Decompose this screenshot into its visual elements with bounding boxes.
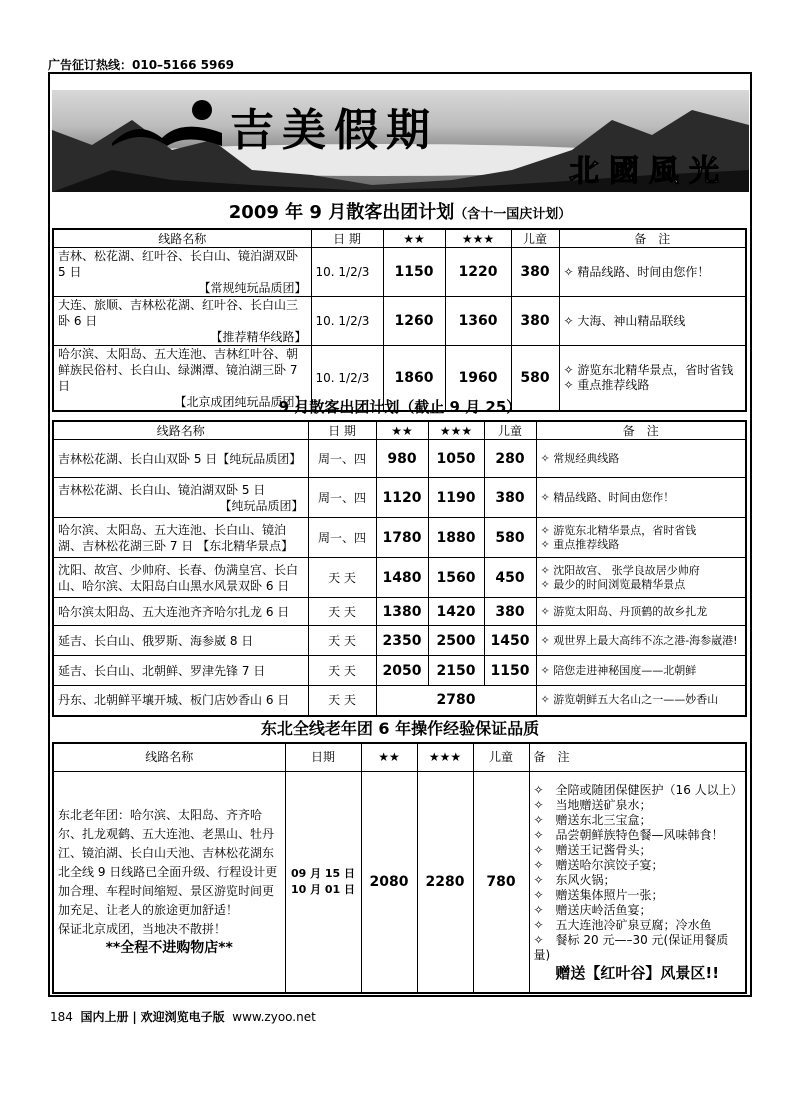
- route-text: 哈尔滨、太阳岛、五大连池、吉林红叶谷、朝鲜族民俗村、长白山、绿渊潭、镜泊湖三卧 7 日: [58, 347, 299, 393]
- footer-divider: |: [132, 1010, 137, 1024]
- date-cell: 天 天: [308, 598, 376, 626]
- price-child: 380: [484, 598, 536, 626]
- price-two-star: 980: [376, 440, 428, 478]
- route-cell: [53, 478, 308, 518]
- price-child: 450: [484, 558, 536, 598]
- price-three-star: 2150: [428, 656, 484, 686]
- col-two-star: ★★: [376, 421, 428, 440]
- section3-table: [52, 742, 747, 994]
- website-link[interactable]: www.zyoo.net: [232, 1010, 316, 1024]
- note-item: ✧ 观世界上最大高纬不冻之港-海参崴港!: [540, 633, 738, 647]
- ad-hotline: 广告征订热线：010–5166 5969: [48, 58, 235, 72]
- departure-date: 10 月 01 日: [290, 882, 356, 896]
- route-tag: 【纯玩品质团】: [217, 451, 302, 466]
- note-item: ✧ 东风火锅；: [533, 872, 616, 887]
- route-tag: 【纯玩品质团】: [219, 498, 304, 513]
- gift-banner: 赠送【红叶谷】风景区!!: [555, 963, 720, 982]
- notes-cell: [536, 656, 746, 686]
- brand-name: 吉美假期: [230, 105, 438, 156]
- note-item: ✧ 赠送庆岭活鱼宴；: [533, 902, 652, 917]
- price-three-star: 1360: [445, 297, 511, 346]
- price-child: 380: [511, 297, 559, 346]
- price-three-star: 1560: [428, 558, 484, 598]
- date-cell: [285, 771, 361, 993]
- price-child: 580: [484, 518, 536, 558]
- col-route: 线路名称: [53, 421, 308, 440]
- route-cell: [53, 771, 285, 993]
- date-cell: 10. 1/2/3: [311, 297, 383, 346]
- col-child: 儿童: [511, 229, 559, 248]
- col-notes: 备 注: [559, 229, 746, 248]
- price-child: 380: [511, 248, 559, 297]
- route-cell: 哈尔滨太阳岛、五大连池齐齐哈尔扎龙 6 日: [53, 598, 308, 626]
- table-row: [53, 656, 746, 686]
- price-three-star: 1420: [428, 598, 484, 626]
- table-row: [53, 686, 746, 716]
- date-cell: 天 天: [308, 656, 376, 686]
- table-header: [53, 229, 746, 248]
- route-cell: [53, 518, 308, 558]
- price-child: 580: [511, 346, 559, 412]
- col-route: 线路名称: [53, 743, 285, 771]
- volume-label: 国内上册: [80, 1010, 129, 1024]
- note-item: ✧ 陪您走进神秘国度——北朝鲜: [540, 663, 697, 677]
- note-item: ✧ 游览朝鲜五大名山之一——妙香山: [540, 693, 719, 707]
- price-two-star: 2050: [376, 656, 428, 686]
- table-row: [53, 558, 746, 598]
- notes-cell: [559, 248, 746, 297]
- section1-title: [50, 198, 750, 224]
- price-two-star: 1860: [383, 346, 445, 412]
- route-tag: 【北京成团纯玩品质团】: [174, 395, 307, 409]
- table-header: [53, 421, 746, 440]
- note-item: ✧ 重点推荐线路: [563, 378, 650, 392]
- note-item: ✧ 全陪或随团保健医护（16 人以上）: [533, 782, 743, 797]
- note-item: ✧ 赠送王记酱骨头；: [533, 842, 652, 857]
- table-row: [53, 297, 746, 346]
- route-cell: [53, 297, 311, 346]
- price-two-star: 1150: [383, 248, 445, 297]
- note-item: ✧ 游览太阳岛、丹顶鹤的故乡扎龙: [540, 604, 708, 618]
- note-item: ✧ 沈阳故宫、 张学良故居少帅府: [540, 563, 700, 577]
- col-child: 儿童: [484, 421, 536, 440]
- notes-cell: [536, 518, 746, 558]
- notes-cell: [536, 686, 746, 716]
- route-text: 吉林、松花湖、红叶谷、长白山、镜泊湖双卧 5 日: [58, 249, 299, 279]
- note-item: ✧ 游览东北精华景点，省时省钱: [563, 363, 734, 377]
- price-merged: 2780: [376, 686, 536, 716]
- price-child: 1450: [484, 626, 536, 656]
- col-date: 日期: [285, 743, 361, 771]
- price-child: 280: [484, 440, 536, 478]
- table-row: [53, 478, 746, 518]
- note-item: ✧ 精品线路、时间由您作！: [540, 490, 675, 504]
- price-child: 1150: [484, 656, 536, 686]
- note-item: ✧ 餐标 20 元—–30 元(保证用餐质量): [533, 932, 729, 962]
- col-three-star: ★★★: [445, 229, 511, 248]
- price-three-star: 1960: [445, 346, 511, 412]
- section1-title-main: 2009 年 9 月散客出团计划: [228, 202, 455, 223]
- col-notes: 备 注: [529, 743, 746, 771]
- price-two-star: 2080: [361, 771, 417, 993]
- col-notes: 备 注: [536, 421, 746, 440]
- section2-table: [52, 420, 747, 717]
- date-cell: 周一、四: [308, 518, 376, 558]
- notes-cell: [536, 626, 746, 656]
- price-two-star: 1380: [376, 598, 428, 626]
- note-item: ✧ 五大连池冷矿泉豆腐；冷水鱼: [533, 917, 712, 932]
- table-row: [53, 518, 746, 558]
- route-tag: 【东北精华景点】: [197, 538, 294, 553]
- page-number: 184: [50, 1010, 73, 1024]
- route-text: 吉林松花湖、长白山双卧 5 日: [58, 451, 218, 466]
- price-three-star: 2500: [428, 626, 484, 656]
- notes-cell: [536, 558, 746, 598]
- route-guarantee: 保证北京成团，当地决不散拼！: [58, 921, 227, 936]
- col-two-star: ★★: [361, 743, 417, 771]
- note-item: ✧ 最少的时间浏览最精华景点: [540, 577, 686, 591]
- brand-slogan: 北國風光: [569, 154, 729, 189]
- price-three-star: 1050: [428, 440, 484, 478]
- date-cell: 10. 1/2/3: [311, 346, 383, 412]
- note-item: ✧ 当地赠送矿泉水；: [533, 797, 652, 812]
- col-three-star: ★★★: [428, 421, 484, 440]
- price-child: 780: [473, 771, 529, 993]
- price-two-star: 1120: [376, 478, 428, 518]
- col-date: 日 期: [308, 421, 376, 440]
- welcome-text: 欢迎浏览电子版: [140, 1010, 225, 1024]
- date-cell: 10. 1/2/3: [311, 248, 383, 297]
- section1-table: [52, 228, 747, 412]
- note-item: ✧ 游览东北精华景点，省时省钱: [540, 523, 697, 537]
- route-tag: 【推荐精华线路】: [210, 330, 307, 344]
- route-tag: 【常规纯玩品质团】: [198, 281, 307, 295]
- price-two-star: 2350: [376, 626, 428, 656]
- price-two-star: 1480: [376, 558, 428, 598]
- route-cell: 沈阳、故宫、少帅府、长春、伪满皇宫、长白山、哈尔滨、太阳岛白山黑水风景双卧 6 日: [53, 558, 308, 598]
- route-text: 东北老年团：哈尔滨、太阳岛、齐齐哈尔、扎龙观鹤、五大连池、老黑山、牡丹江、镜泊湖、长白山天池、吉林松花湖东北全线 9 日线路已全面升级、行程设计更加合理、车程时间缩短、景区游览时间更加充足、让老人的旅途更加舒适！: [58, 807, 278, 917]
- notes-cell: [536, 440, 746, 478]
- route-cell: [53, 248, 311, 297]
- note-item: ✧ 常规经典线路: [540, 451, 620, 465]
- date-cell: 天 天: [308, 626, 376, 656]
- table-row: [53, 248, 746, 297]
- table-row: [53, 440, 746, 478]
- date-cell: 周一、四: [308, 440, 376, 478]
- section2-title: 9 月散客出团计划（截止 9 月 25）: [278, 398, 522, 416]
- route-text: 吉林松花湖、长白山、镜泊湖双卧 5 日: [58, 482, 266, 497]
- notes-cell: [536, 478, 746, 518]
- note-item: ✧ 赠送集体照片一张；: [533, 887, 664, 902]
- table-row: [53, 598, 746, 626]
- price-two-star: 1260: [383, 297, 445, 346]
- table-header: [53, 743, 746, 771]
- price-three-star: 1190: [428, 478, 484, 518]
- note-item: ✧ 重点推荐线路: [540, 537, 620, 551]
- col-route: 线路名称: [53, 229, 311, 248]
- note-item: ✧ 精品线路、时间由您作！: [563, 264, 710, 279]
- section3-title: 东北全线老年团 6 年操作经验保证品质: [260, 719, 540, 738]
- footer: [50, 1008, 316, 1025]
- price-three-star: 1220: [445, 248, 511, 297]
- banner: [52, 90, 749, 192]
- departure-date: 09 月 15 日: [290, 866, 356, 880]
- notes-cell: [559, 297, 746, 346]
- route-text: 哈尔滨、太阳岛、五大连池、长白山、镜泊湖、吉林松花湖三卧 7 日: [58, 522, 287, 553]
- route-cell: 丹东、北朝鲜平壤开城、板门店妙香山 6 日: [53, 686, 308, 716]
- price-two-star: 1780: [376, 518, 428, 558]
- route-text: 大连、旅顺、吉林松花湖、红叶谷、长白山三卧 6 日: [58, 298, 299, 328]
- table-row: [53, 771, 746, 993]
- price-three-star: 2280: [417, 771, 473, 993]
- route-cell: 延吉、长白山、北朝鲜、罗津先锋 7 日: [53, 656, 308, 686]
- note-item: ✧ 品尝朝鲜族特色餐—风味韩食！: [533, 827, 724, 842]
- no-shopping-note: **全程不进购物店**: [105, 939, 233, 956]
- note-item: ✧ 赠送东北三宝盒；: [533, 812, 652, 827]
- col-two-star: ★★: [383, 229, 445, 248]
- section1-subtitle: （含十一国庆计划）: [454, 207, 572, 222]
- route-cell: 延吉、长白山、俄罗斯、海参崴 8 日: [53, 626, 308, 656]
- date-cell: 天 天: [308, 558, 376, 598]
- price-child: 380: [484, 478, 536, 518]
- col-three-star: ★★★: [417, 743, 473, 771]
- col-child: 儿童: [473, 743, 529, 771]
- note-item: ✧ 赠送哈尔滨饺子宴；: [533, 857, 664, 872]
- logo-icon: [107, 98, 227, 148]
- notes-cell: [536, 598, 746, 626]
- date-cell: 周一、四: [308, 478, 376, 518]
- date-cell: 天 天: [308, 686, 376, 716]
- note-item: ✧ 大海、神山精品联线: [563, 313, 686, 328]
- route-cell: [53, 440, 308, 478]
- notes-cell: [529, 771, 746, 993]
- col-date: 日 期: [311, 229, 383, 248]
- price-three-star: 1880: [428, 518, 484, 558]
- table-row: [53, 626, 746, 656]
